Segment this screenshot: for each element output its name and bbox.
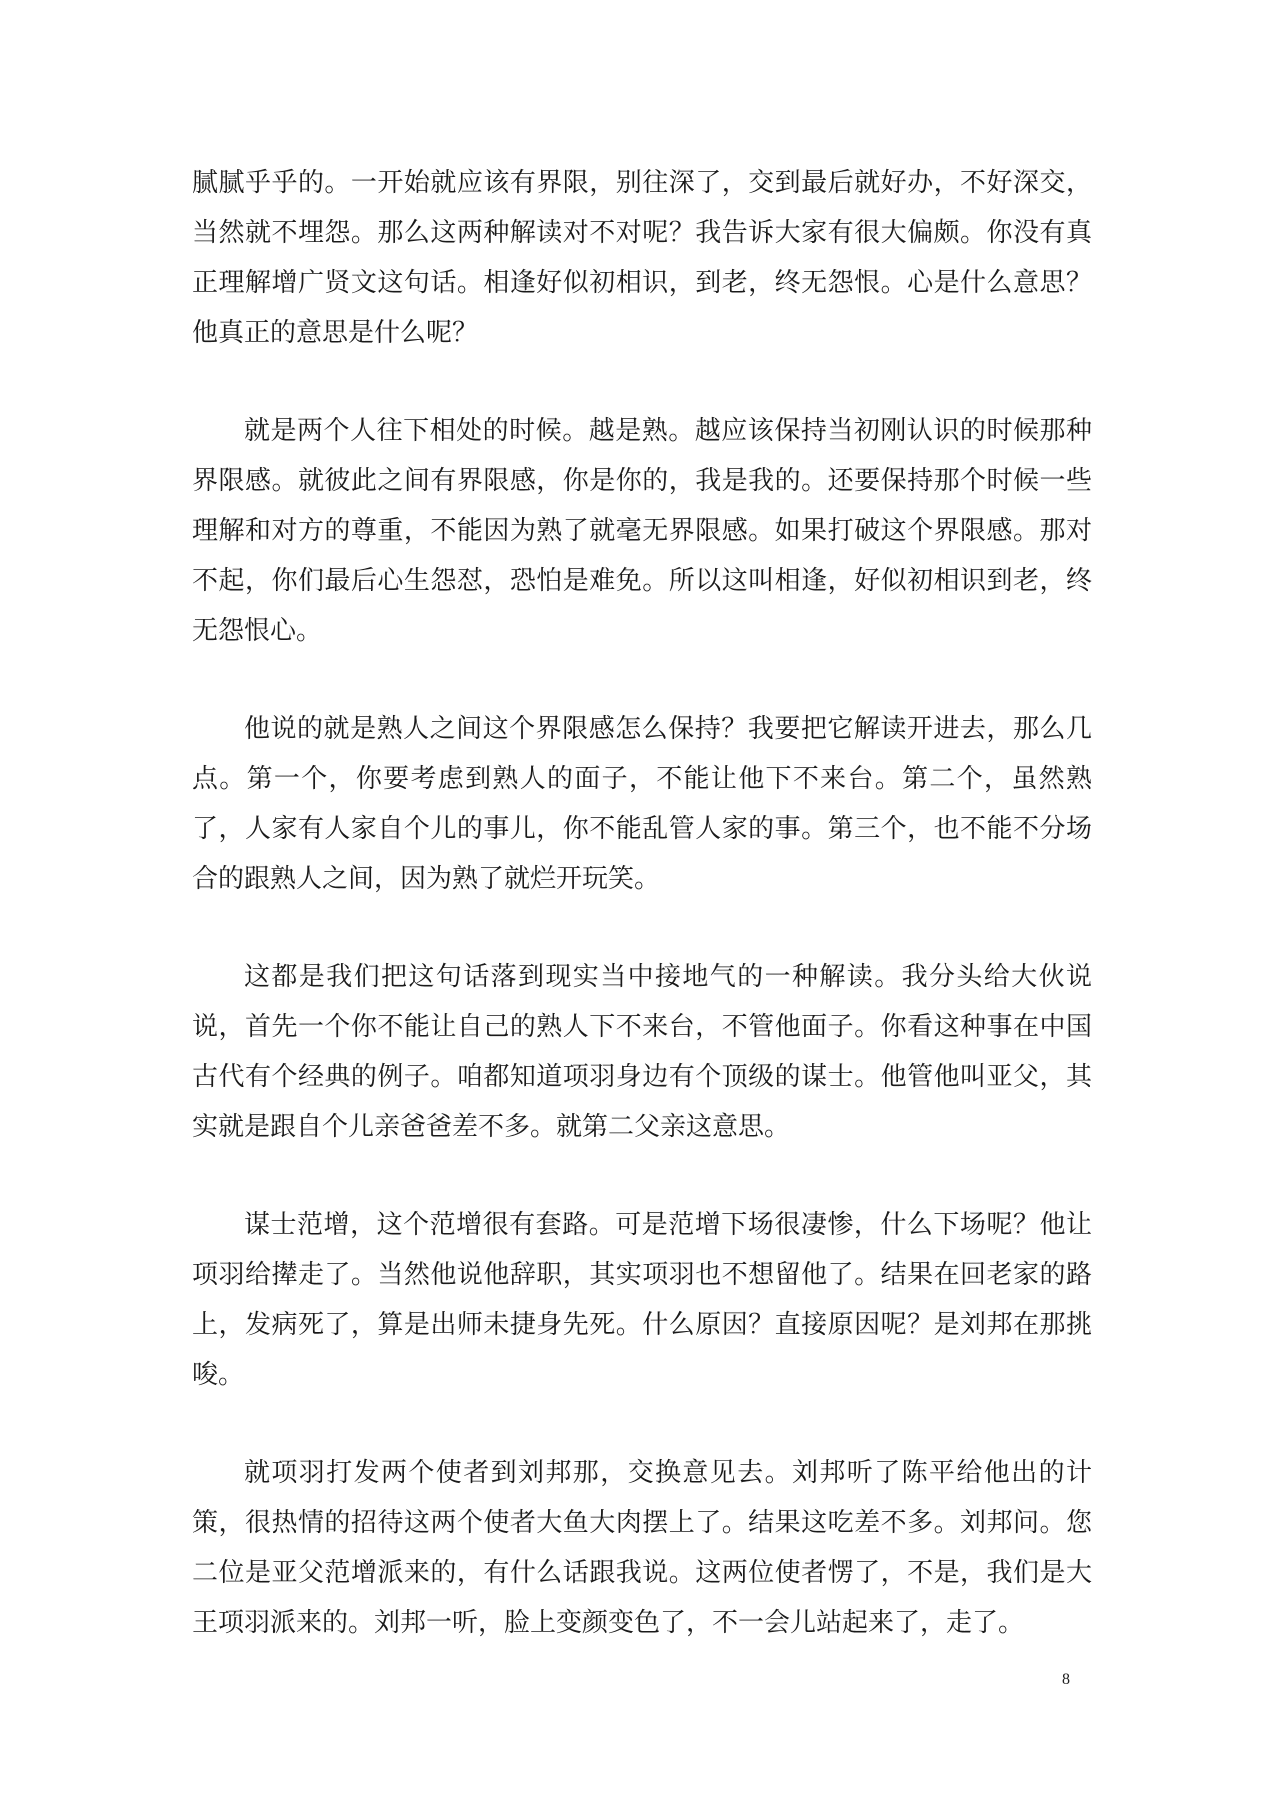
paragraph-3: 他说的就是熟人之间这个界限感怎么保持？我要把它解读开进去，那么几点。第一个，你要考虑到熟人的面子，不能让他下不来台。第二个，虽然熟了，人家有人家自个儿的事儿，你不能乱管人家的事。第三个，也不能不分场合的跟熟人之间，因为熟了就烂开玩笑。: [192, 714, 1092, 894]
paragraph-6: 就项羽打发两个使者到刘邦那，交换意见去。刘邦听了陈平给他出的计策，很热情的招待这两个使者大鱼大肉摆上了。结果这吃差不多。刘邦问。您二位是亚父范增派来的，有什么话跟我说。这两位使者愣了，不是，我们是大王项羽派来的。刘邦一听，脸上变颜变色了，不一会儿站起来了，走了。: [192, 1458, 1092, 1638]
paragraph-1: 腻腻乎乎的。一开始就应该有界限，别往深了，交到最后就好办，不好深交，当然就不埋怨。那么这两种解读对不对呢？我告诉大家有很大偏颇。你没有真正理解增广贤文这句话。相逢好似初相识，到老，终无怨恨。心是什么意思？他真正的意思是什么呢？: [192, 168, 1092, 348]
page-number: 8: [1062, 1671, 1070, 1688]
paragraph-2: 就是两个人往下相处的时候。越是熟。越应该保持当初刚认识的时候那种界限感。就彼此之间有界限感，你是你的，我是我的。还要保持那个时候一些理解和对方的尊重，不能因为熟了就毫无界限感。如果打破这个界限感。那对不起，你们最后心生怨怼，恐怕是难免。所以这叫相逢，好似初相识到老，终无怨恨心。: [192, 416, 1092, 646]
paragraph-5: 谋士范增，这个范增很有套路。可是范增下场很凄惨，什么下场呢？他让项羽给撵走了。当然他说他辞职，其实项羽也不想留他了。结果在回老家的路上，发病死了，算是出师未捷身先死。什么原因？直接原因呢？是刘邦在那挑唆。: [192, 1210, 1092, 1390]
paragraph-4: 这都是我们把这句话落到现实当中接地气的一种解读。我分头给大伙说说，首先一个你不能让自己的熟人下不来台，不管他面子。你看这种事在中国古代有个经典的例子。咱都知道项羽身边有个顶级的谋士。他管他叫亚父，其实就是跟自个儿亲爸爸差不多。就第二父亲这意思。: [192, 962, 1092, 1142]
body-text: [192, 158, 1092, 1696]
